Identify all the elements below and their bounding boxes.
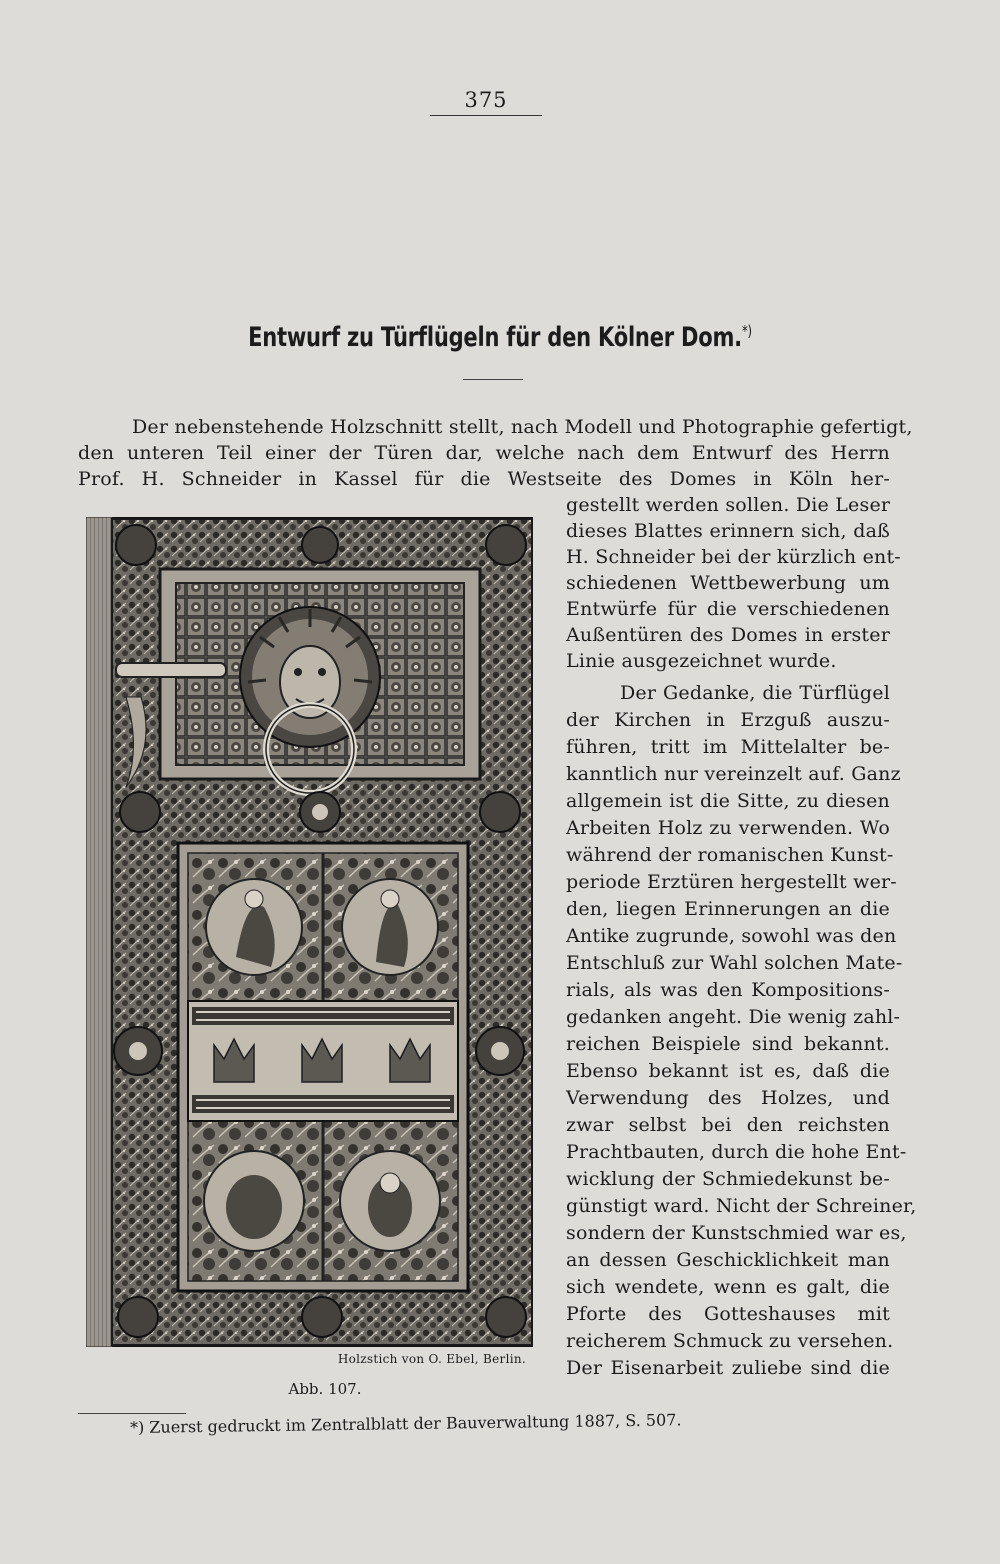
intro-line: Prof. H. Schneider in Kassel für die Westseite des Domes in Köln her- [78,468,890,490]
column-line: sich wendete, wenn es galt, die [566,1276,890,1298]
column-line: wicklung der Schmiedekunst be- [566,1168,890,1190]
column-line: zwar selbst bei den reichsten [566,1114,890,1136]
column-line: der Kirchen in Erzguß auszu- [566,709,890,731]
column-line: Der Eisenarbeit zuliebe sind die [566,1357,890,1379]
article-title [227,322,773,353]
column-line: Prachtbauten, durch die hohe Ent- [566,1141,907,1163]
column-line: Außentüren des Domes in erster [566,624,890,646]
intro-line: Der nebenstehende Holzschnitt stellt, nach Modell und Photographie gefertigt, [132,416,913,438]
column-line: reicherem Schmuck zu versehen. [566,1330,894,1352]
column-line: Der Gedanke, die Türflügel [620,682,890,704]
title-rule [463,379,523,380]
column-line: günstigt ward. Nicht der Schreiner, [566,1195,917,1217]
title-text: Entwurf zu Türflügeln für den Kölner Dom. [248,322,742,353]
column-line: an dessen Geschicklichkeit man [566,1249,890,1271]
figure-caption: Abb. 107. [288,1380,362,1398]
column-line: periode Erztüren hergestellt wer- [566,871,897,893]
illustration-credit: Holzstich von O. Ebel, Berlin. [337,1352,526,1366]
column-line: während der romanischen Kunst- [566,844,894,866]
door-engraving-illustration [86,517,534,1347]
column-line: Verwendung des Holzes, und [566,1087,890,1109]
column-line: kanntlich nur vereinzelt auf. Ganz [566,763,901,785]
column-line: rials, als was den Kompositions- [566,979,890,1001]
column-line: allgemein ist die Sitte, zu diesen [566,790,890,812]
column-line: dieses Blattes erinnern sich, daß [566,520,890,542]
column-line: den, liegen Erinnerungen an die [566,898,890,920]
column-line: H. Schneider bei der kürzlich ent- [566,546,901,568]
column-line: Entwürfe für die verschiedenen [566,598,890,620]
footnote-rule [78,1413,186,1414]
column-line: Linie ausgezeichnet wurde. [566,650,837,672]
column-line: Ebenso bekannt ist es, daß die [566,1060,890,1082]
column-line: gestellt werden sollen. Die Leser [566,494,891,516]
column-line: Pforte des Gotteshauses mit [566,1303,890,1325]
column-line: sondern der Kunstschmied war es, [566,1222,907,1244]
column-line: gedanken angeht. Die wenig zahl- [566,1006,901,1028]
footnote: *) Zuerst gedruckt im Zentralblatt der Bauverwaltung 1887, S. 507. [129,1410,682,1437]
column-line: führen, tritt im Mittelalter be- [566,736,890,758]
column-line: schiedenen Wettbewerbung um [566,572,890,594]
page-number: 375 [430,88,542,116]
column-line: Arbeiten Holz zu verwenden. Wo [566,817,890,839]
column-line: Entschluß zur Wahl solchen Mate- [566,952,903,974]
column-line: Antike zugrunde, sowohl was den [566,925,897,947]
intro-line: den unteren Teil einer der Türen dar, welche nach dem Entwurf des Herrn [78,442,890,464]
column-line: reichen Beispiele sind bekannt. [566,1033,890,1055]
title-footnote-marker: *) [741,322,752,340]
